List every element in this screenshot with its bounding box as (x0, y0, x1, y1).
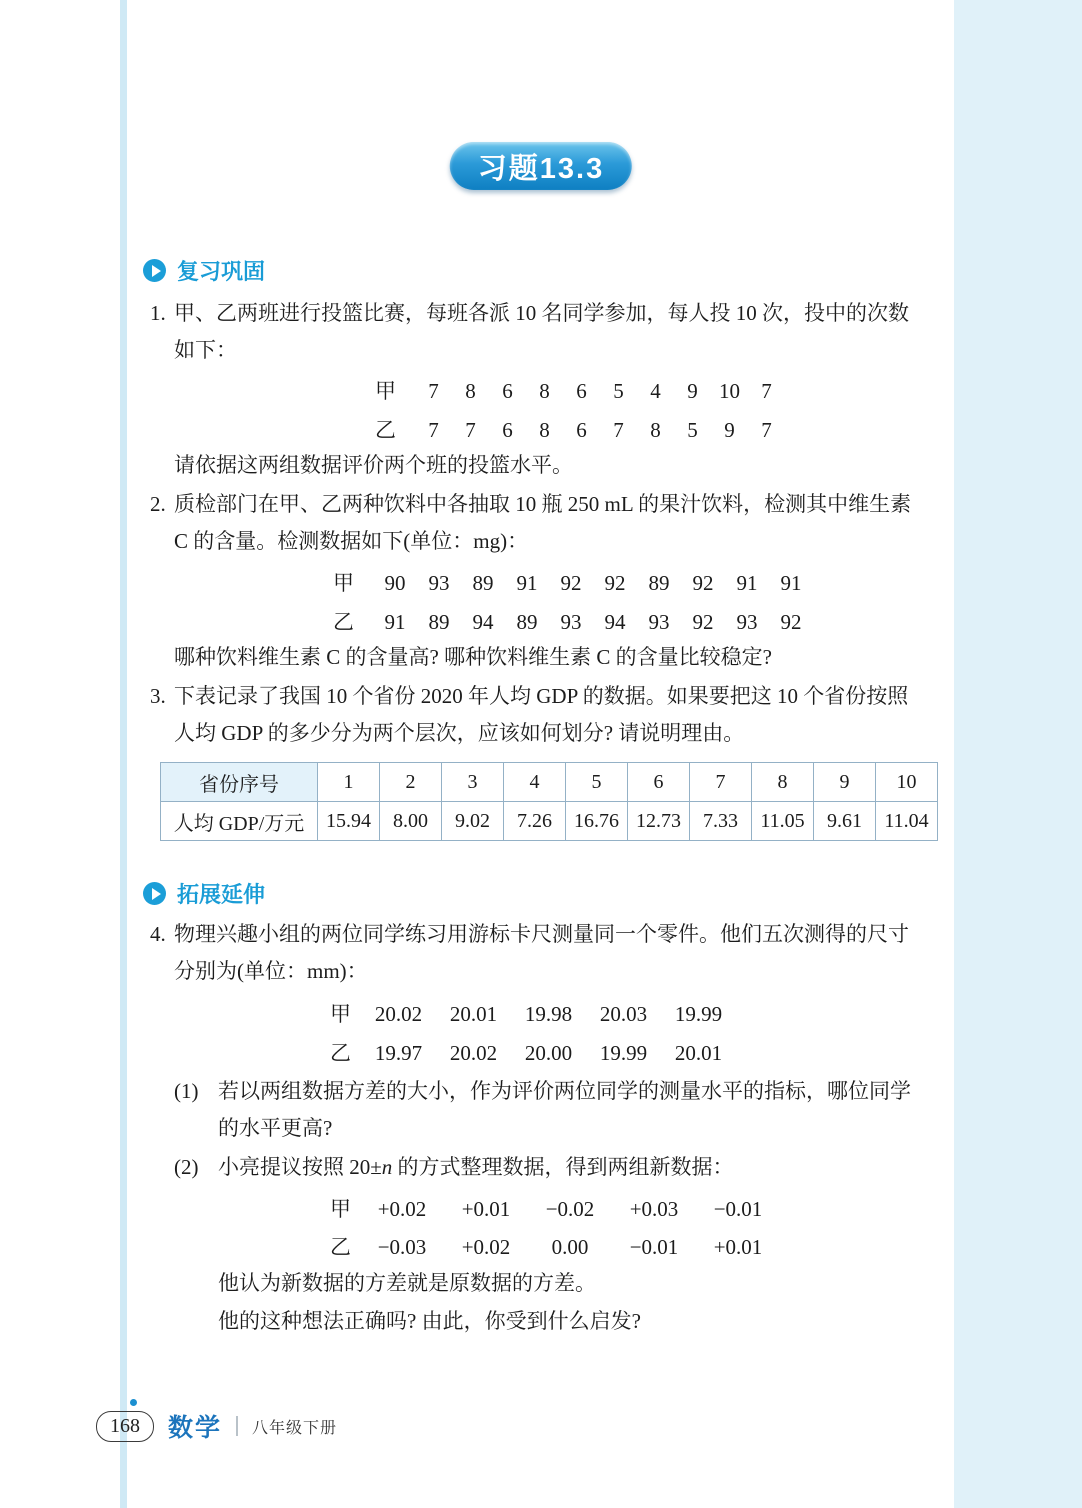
q2-jia-value: 92 (692, 571, 714, 595)
q3-text2: 人均 GDP 的多少分为两个层次，应该如何划分? 请说明理由。 (174, 721, 745, 745)
q4-note2 (218, 1308, 641, 1334)
right-margin-band (954, 0, 1082, 1508)
q1-jia-value: 8 (539, 379, 550, 403)
q1-yi-value: 9 (724, 418, 735, 442)
gdp-header-cell: 4 (504, 763, 566, 802)
q2-yi-value: 91 (384, 610, 406, 634)
q1-text1: 甲、乙两班进行投篮比赛，每班各派 10 名同学参加，每人投 10 次，投中的次数 (174, 301, 909, 325)
q2-line2 (174, 528, 528, 554)
q4-text2: 分别为(单位：mm)： (174, 959, 368, 983)
q1-jia-value: 7 (428, 379, 439, 403)
q2-row-yi (333, 606, 813, 636)
q2-yi-value: 92 (780, 610, 802, 634)
section-play-icon (143, 259, 166, 282)
q1-jia-label: 甲 (375, 379, 396, 403)
q2-jia-value: 93 (428, 571, 450, 595)
q4-jia-value: 19.98 (524, 1002, 573, 1026)
q2-yi-value: 93 (736, 610, 758, 634)
q4-new-yi-value: −0.01 (629, 1235, 679, 1259)
q2-yi-value: 89 (428, 610, 450, 634)
q4-line2 (174, 958, 368, 984)
q1-jia-value: 10 (719, 379, 740, 403)
q2-text2: C 的含量。检测数据如下(单位：mg)： (174, 529, 529, 553)
gdp-data-label: 人均 GDP/万元 (161, 802, 318, 841)
q3-line2 (174, 720, 744, 746)
q4-note1 (218, 1270, 596, 1296)
gdp-header-cell: 8 (752, 763, 814, 802)
q4-sub1-line2 (218, 1115, 332, 1141)
q4-new-yi-label: 乙 (330, 1235, 351, 1259)
q1-line2 (174, 337, 237, 363)
q4-new-row-jia (330, 1193, 790, 1223)
gdp-data-cell: 8.00 (380, 802, 442, 841)
q1-question-text: 请依据这两组数据评价两个班的投篮水平。 (174, 453, 573, 477)
q2-jia-value: 91 (780, 571, 802, 595)
footer-volume: 八年级下册 (252, 1419, 338, 1437)
q4-yi-value: 20.02 (449, 1041, 498, 1065)
q4-new-jia-value: +0.03 (629, 1197, 679, 1221)
q4-new-yi-value: −0.03 (377, 1235, 427, 1259)
q2-jia-label: 甲 (333, 571, 354, 595)
q1-row-yi (375, 414, 785, 444)
q1-number: 1. (150, 301, 166, 325)
q4-yi-value: 19.97 (374, 1041, 423, 1065)
gdp-data-cell: 7.26 (504, 802, 566, 841)
page-number-box (96, 1411, 154, 1442)
section-review-title: 复习巩固 (177, 259, 266, 284)
gdp-header-cell: 2 (380, 763, 442, 802)
q4-new-yi-value: 0.00 (551, 1235, 589, 1259)
q2-yi-value: 92 (692, 610, 714, 634)
gdp-header-cell: 3 (442, 763, 504, 802)
gdp-data-cell: 15.94 (318, 802, 380, 841)
q2-yi-label: 乙 (333, 610, 354, 634)
q1-yi-value: 7 (465, 418, 476, 442)
exercise-badge-label: 习题13.3 (477, 152, 605, 185)
q4-new-jia-value: +0.01 (461, 1197, 511, 1221)
gdp-header-label: 省份序号 (161, 763, 318, 802)
footer-divider (236, 1416, 238, 1436)
q4-sub2-text-b: 的方式整理数据，得到两组新数据： (392, 1155, 734, 1179)
q4-jia-value: 20.03 (599, 1002, 648, 1026)
q1-jia-value: 9 (687, 379, 698, 403)
q4-sub1-number: (1) (174, 1079, 199, 1103)
gdp-header-cell: 5 (566, 763, 628, 802)
q2-jia-value: 90 (384, 571, 406, 595)
exercise-badge (450, 142, 632, 190)
q1-jia-value: 7 (761, 379, 772, 403)
footer-subject: 数学 (168, 1415, 223, 1442)
q4-sub2-text-a: 小亮提议按照 20± (218, 1155, 382, 1179)
q1-yi-value: 8 (539, 418, 550, 442)
play-triangle-icon (152, 265, 161, 277)
q3-number: 3. (150, 684, 166, 708)
q1-jia-value: 6 (502, 379, 513, 403)
q2-number: 2. (150, 492, 166, 516)
q4-sub2-number: (2) (174, 1155, 199, 1179)
q4-line1 (150, 921, 909, 947)
q2-jia-value: 89 (472, 571, 494, 595)
section-extend-header (143, 878, 265, 909)
q2-jia-value: 92 (560, 571, 582, 595)
q2-jia-value: 89 (648, 571, 670, 595)
q4-sub1-text2: 的水平更高? (218, 1116, 333, 1140)
q4-sub2-line (174, 1154, 734, 1180)
q4-yi-value: 20.00 (524, 1041, 573, 1065)
q2-question-text: 哪种饮料维生素 C 的含量高? 哪种饮料维生素 C 的含量比较稳定? (174, 645, 772, 669)
page-number: 168 (110, 1414, 140, 1437)
q4-text1: 物理兴趣小组的两位同学练习用游标卡尺测量同一个零件。他们五次测得的尺寸 (174, 922, 909, 946)
q4-row-jia (330, 998, 745, 1028)
q2-jia-value: 91 (736, 571, 758, 595)
q2-yi-value: 94 (604, 610, 626, 634)
q4-sub1-line1 (174, 1078, 911, 1104)
q4-new-jia-value: −0.02 (545, 1197, 595, 1221)
gdp-data-cell: 9.61 (814, 802, 876, 841)
section-play-icon (143, 882, 166, 905)
q4-sub1-text1: 若以两组数据方差的大小，作为评价两位同学的测量水平的指标，哪位同学 (218, 1079, 911, 1103)
q4-note1-text: 他认为新数据的方差就是原数据的方差。 (218, 1271, 596, 1295)
q4-note2-text: 他的这种想法正确吗? 由此，你受到什么启发? (218, 1309, 641, 1333)
footer-dot-icon (130, 1399, 137, 1406)
q1-yi-value: 7 (428, 418, 439, 442)
gdp-data-cell: 16.76 (566, 802, 628, 841)
gdp-header-cell: 6 (628, 763, 690, 802)
q2-line1 (150, 491, 911, 517)
q1-row-jia (375, 375, 785, 405)
q4-jia-value: 20.01 (449, 1002, 498, 1026)
q4-new-yi-value: +0.02 (461, 1235, 511, 1259)
q2-yi-value: 94 (472, 610, 494, 634)
gdp-data-cell: 12.73 (628, 802, 690, 841)
section-extend-title: 拓展延伸 (177, 882, 266, 907)
q2-question (174, 644, 772, 670)
q1-yi-value: 8 (650, 418, 661, 442)
q2-text1: 质检部门在甲、乙两种饮料中各抽取 10 瓶 250 mL 的果汁饮料，检测其中维生素 (174, 492, 912, 516)
q1-text2: 如下： (174, 338, 237, 362)
q4-new-yi-value: +0.01 (713, 1235, 763, 1259)
q2-jia-value: 92 (604, 571, 626, 595)
gdp-header-cell: 1 (318, 763, 380, 802)
left-margin-strip (120, 0, 127, 1508)
gdp-table-data-row (161, 802, 938, 841)
q4-jia-value: 19.99 (674, 1002, 723, 1026)
q1-jia-value: 4 (650, 379, 661, 403)
gdp-header-cell: 9 (814, 763, 876, 802)
gdp-table-header-row (161, 763, 938, 802)
q1-question (174, 452, 573, 478)
q1-yi-value: 5 (687, 418, 698, 442)
section-review-header (143, 255, 265, 286)
q1-jia-value: 5 (613, 379, 624, 403)
q2-yi-value: 89 (516, 610, 538, 634)
q1-yi-value: 6 (502, 418, 513, 442)
q1-jia-value: 6 (576, 379, 587, 403)
q2-jia-value: 91 (516, 571, 538, 595)
q3-text1: 下表记录了我国 10 个省份 2020 年人均 GDP 的数据。如果要把这 10 个省份按照 (174, 684, 909, 708)
gdp-header-cell: 10 (876, 763, 938, 802)
q4-jia-value: 20.02 (374, 1002, 423, 1026)
gdp-table (160, 762, 938, 841)
q2-yi-value: 93 (560, 610, 582, 634)
page-footer (96, 1408, 337, 1444)
gdp-data-cell: 7.33 (690, 802, 752, 841)
q4-number: 4. (150, 922, 166, 946)
q2-yi-value: 93 (648, 610, 670, 634)
q1-line1 (150, 300, 909, 326)
gdp-data-cell: 11.05 (752, 802, 814, 841)
q4-sub2-var-n: n (381, 1155, 393, 1179)
q4-new-jia-label: 甲 (330, 1197, 351, 1221)
q4-new-jia-value: +0.02 (377, 1197, 427, 1221)
q4-yi-value: 20.01 (674, 1041, 723, 1065)
q4-yi-label: 乙 (330, 1041, 351, 1065)
q4-jia-label: 甲 (330, 1002, 351, 1026)
play-triangle-icon (152, 888, 161, 900)
q2-row-jia (333, 567, 813, 597)
gdp-data-cell: 11.04 (876, 802, 938, 841)
q1-yi-value: 6 (576, 418, 587, 442)
q1-yi-value: 7 (613, 418, 624, 442)
q1-yi-label: 乙 (375, 418, 396, 442)
q4-new-row-yi (330, 1231, 790, 1261)
q4-yi-value: 19.99 (599, 1041, 648, 1065)
q3-line1 (150, 683, 908, 709)
q4-new-jia-value: −0.01 (713, 1197, 763, 1221)
gdp-data-cell: 9.02 (442, 802, 504, 841)
q1-jia-value: 8 (465, 379, 476, 403)
gdp-header-cell: 7 (690, 763, 752, 802)
q4-row-yi (330, 1037, 745, 1067)
q1-yi-value: 7 (761, 418, 772, 442)
